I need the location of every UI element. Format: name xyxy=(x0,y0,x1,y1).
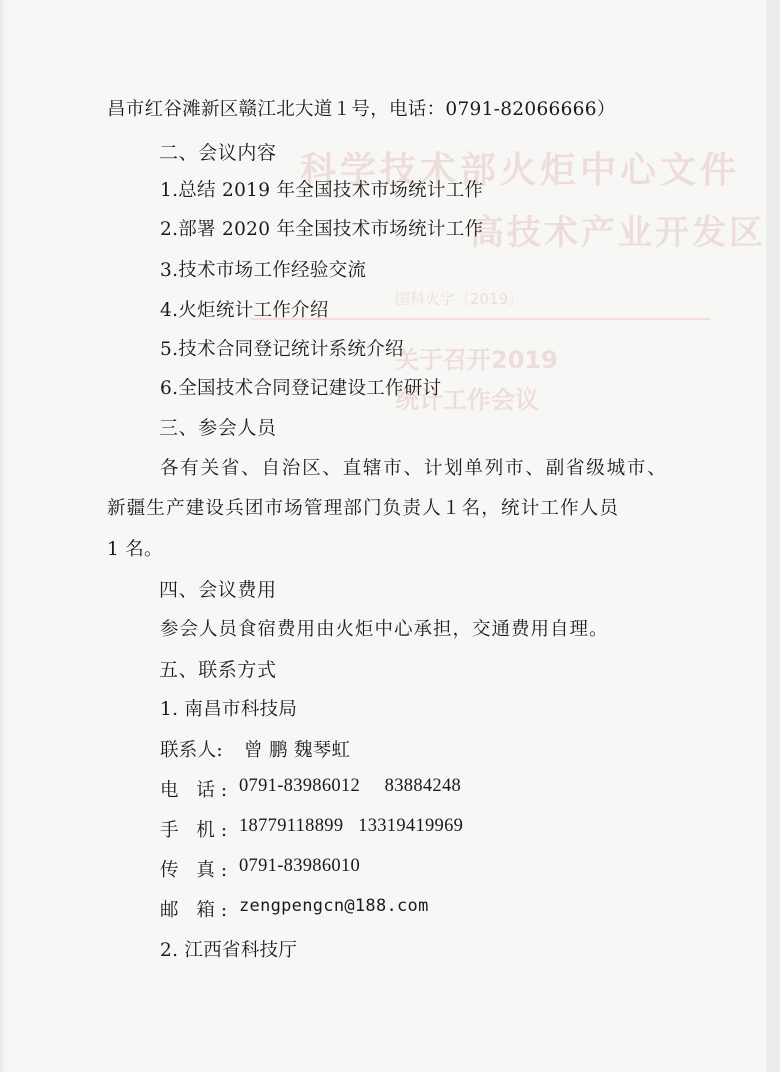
scan-edge-right xyxy=(766,0,780,1072)
address-line: 昌市红谷滩新区赣江北大道１号，电话：0791-82066666） xyxy=(107,99,616,120)
mobile-label: 手 机: xyxy=(160,820,234,841)
section-heading-content: 二、会议内容 xyxy=(159,142,277,164)
contact-org: 1. 南昌市科技局 xyxy=(160,699,298,720)
paragraph-line: 新疆生产建设兵团市场管理部门负责人１名，统计工作人员 xyxy=(107,498,620,519)
phone-label: 电 话: xyxy=(160,780,234,801)
contact-org: 2. 江西省科技厅 xyxy=(160,940,298,961)
bleed-notice-1: 关于召开2019 xyxy=(395,346,558,374)
list-item: 6.全国技术合同登记建设工作研讨 xyxy=(160,378,442,399)
bleed-title-2: 高技术产业开发区 xyxy=(470,213,766,253)
paragraph-line: 1 名。 xyxy=(107,539,163,560)
bleed-notice-2: 统计工作会议 xyxy=(395,386,539,414)
fax-value: 0791-83986010 xyxy=(239,856,361,876)
email-label: 邮 箱: xyxy=(160,900,234,921)
bleed-docno: 国科火字〔2019〕 xyxy=(395,290,524,308)
paragraph-line: 参会人员食宿费用由火炬中心承担，交通费用自理。 xyxy=(160,619,609,640)
list-item: 3.技术市场工作经验交流 xyxy=(160,260,367,281)
mobile-value: 18779118899 13319419969 xyxy=(239,816,464,836)
email-value: zengpengcn@188.com xyxy=(239,896,429,916)
contact-person-label: 联系人: xyxy=(160,740,223,761)
phone-value: 0791-83986012 83884248 xyxy=(239,776,462,796)
list-item: 1.总结 2019 年全国技术市场统计工作 xyxy=(160,180,484,201)
scan-edge-left xyxy=(0,0,6,1072)
list-item: 2.部署 2020 年全国技术市场统计工作 xyxy=(160,219,484,240)
section-heading-costs: 四、会议费用 xyxy=(159,579,277,601)
fax-label: 传 真: xyxy=(160,860,234,881)
list-item: 5.技术合同登记统计系统介绍 xyxy=(160,339,404,360)
list-item: 4.火炬统计工作介绍 xyxy=(160,300,329,321)
bleed-title-1: 科学技术部火炬中心文件 xyxy=(300,150,741,191)
section-heading-attendees: 三、参会人员 xyxy=(159,417,277,439)
contact-person-names: 曾 鹏 魏琴虹 xyxy=(244,740,351,761)
section-heading-contacts: 五、联系方式 xyxy=(159,659,277,681)
paragraph-line: 各有关省、自治区、直辖市、计划单列市、副省级城市、 xyxy=(160,458,668,479)
